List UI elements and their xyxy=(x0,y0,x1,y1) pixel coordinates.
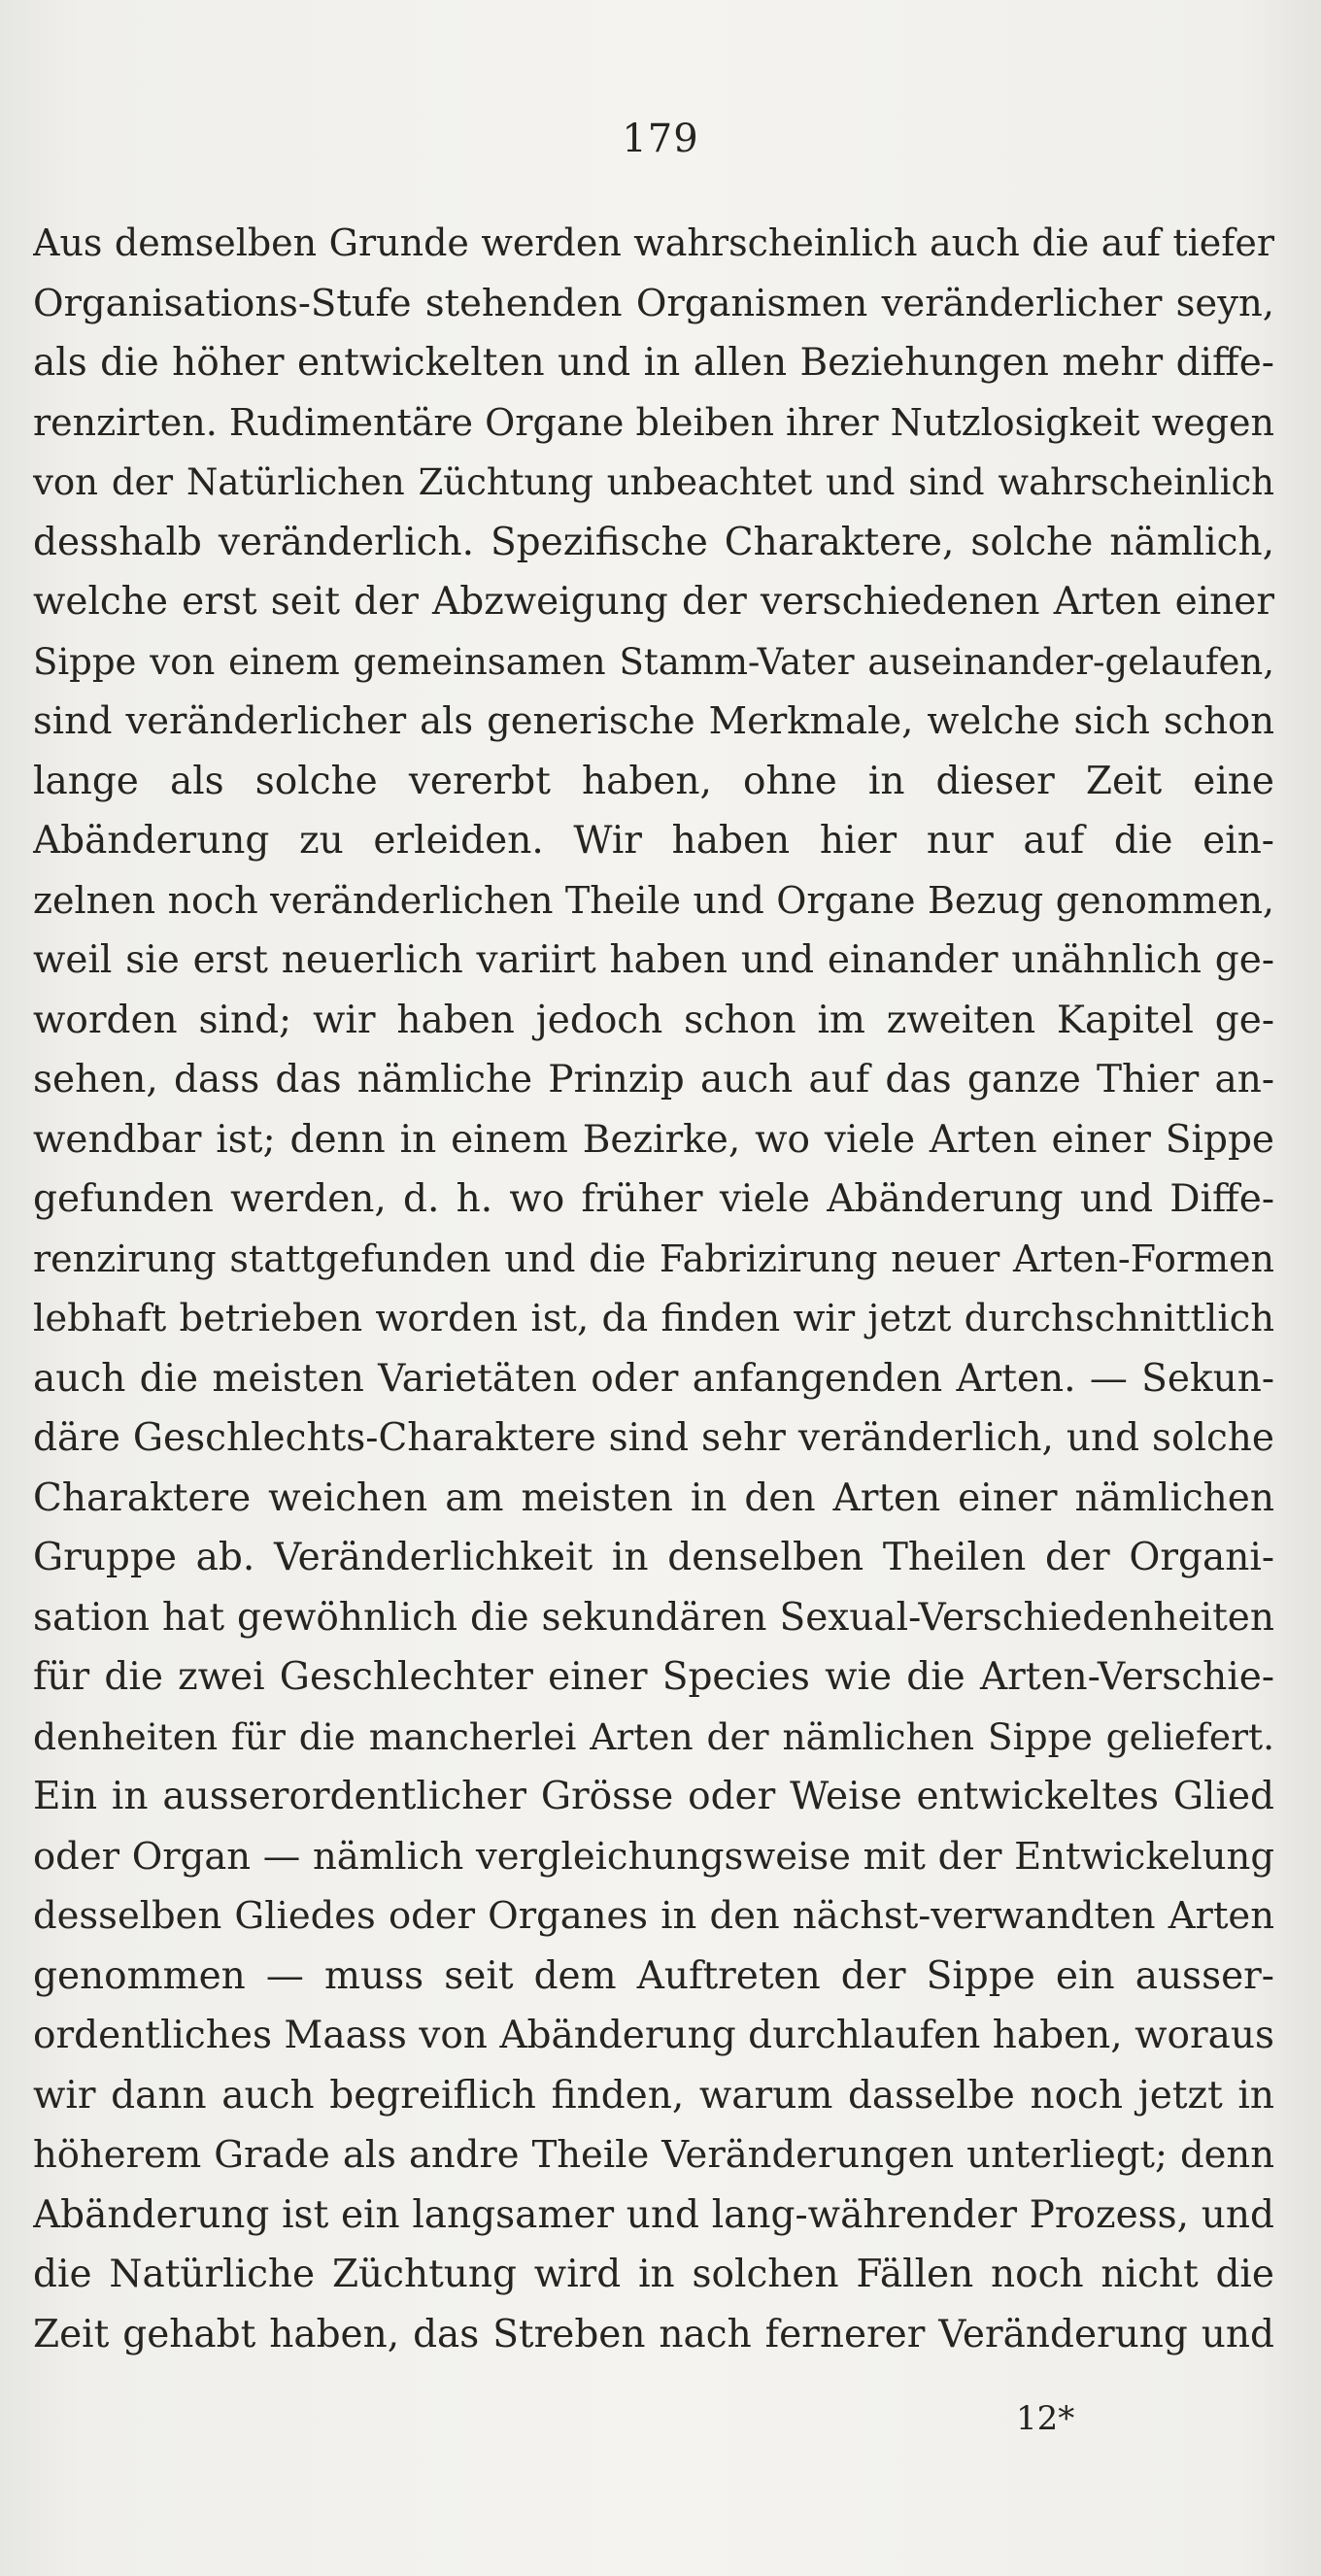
text-line: höherem Grade als andre Theile Veränderungen unterliegt; denn xyxy=(33,2133,1274,2177)
text-line: denheiten für die mancherlei Arten der nämlichen Sippe geliefert. xyxy=(33,1714,1274,1758)
text-line: renzirung stattgefunden und die Fabrizirung neuer Arten-Formen xyxy=(33,1237,1274,1280)
text-line: Aus demselben Grunde werden wahrscheinlich auch die auf tiefer xyxy=(33,221,1274,264)
text-line: Sippe von einem gemeinsamen Stamm-Vater auseinander-gelaufen, xyxy=(33,640,1274,683)
body-text xyxy=(33,214,1274,2364)
page-number: 179 xyxy=(622,117,699,161)
text-line: sehen, dass das nämliche Prinzip auch auf das ganze Thier an- xyxy=(33,1058,1274,1102)
text-line: Zeit gehabt haben, das Streben nach fernerer Veränderung und xyxy=(33,2312,1274,2356)
signature-mark: 12* xyxy=(1016,2399,1075,2438)
text-line: desshalb veränderlich. Spezifische Charaktere, solche nämlich, xyxy=(33,520,1274,564)
text-line: von der Natürlichen Züchtung unbeachtet und sind wahrscheinlich xyxy=(33,461,1274,503)
text-line: worden sind; wir haben jedoch schon im zweiten Kapitel ge- xyxy=(33,998,1274,1042)
text-line: lebhaft betrieben worden ist, da finden wir jetzt durchschnittlich xyxy=(33,1297,1274,1340)
text-line: sation hat gewöhnlich die sekundären Sexual-Verschiedenheiten xyxy=(33,1595,1274,1640)
text-line: Ein in ausserordentlicher Grösse oder Weise entwickeltes Glied xyxy=(33,1775,1274,1818)
text-line: sind veränderlicher als generische Merkmale, welche sich schon xyxy=(33,699,1274,743)
text-line: wendbar ist; denn in einem Bezirke, wo viele Arten einer Sippe xyxy=(33,1117,1274,1162)
text-line: genommen — muss seit dem Auftreten der Sippe ein ausser- xyxy=(33,1953,1274,1998)
text-line: zelnen noch veränderlichen Theile und Organe Bezug genommen, xyxy=(33,878,1274,922)
text-line: die Natürliche Züchtung wird in solchen Fällen noch nicht die xyxy=(33,2253,1274,2296)
text-line: lange als solche vererbt haben, ohne in dieser Zeit eine xyxy=(33,759,1274,803)
text-line: renzirten. Rudimentäre Organe bleiben ihrer Nutzlosigkeit wegen xyxy=(33,400,1274,444)
text-line: Abänderung zu erleiden. Wir haben hier nur auf die ein- xyxy=(33,819,1274,863)
text-line: desselben Gliedes oder Organes in den nächst-verwandten Arten xyxy=(33,1894,1274,1938)
text-line: gefunden werden, d. h. wo früher viele Abänderung und Diffe- xyxy=(33,1177,1274,1221)
text-line: welche erst seit der Abzweigung der verschiedenen Arten einer xyxy=(33,580,1274,624)
text-line: als die höher entwickelten und in allen Beziehungen mehr diffe- xyxy=(33,341,1274,385)
text-line: weil sie erst neuerlich variirt haben und einander unähnlich ge- xyxy=(33,938,1274,982)
text-line: Organisations-Stufe stehenden Organismen veränderlicher seyn, xyxy=(33,281,1274,325)
text-line: ordentliches Maass von Abänderung durchlaufen haben, woraus xyxy=(33,2014,1274,2057)
text-line: oder Organ — nämlich vergleichungsweise mit der Entwickelung xyxy=(33,1834,1274,1879)
text-line: Charaktere weichen am meisten in den Arten einer nämlichen xyxy=(33,1475,1274,1520)
text-line: auch die meisten Varietäten oder anfangenden Arten. — Sekun- xyxy=(33,1356,1274,1401)
text-line: wir dann auch begreiflich finden, warum dasselbe noch jetzt in xyxy=(33,2073,1274,2118)
text-line: Gruppe ab. Veränderlichkeit in denselben Theilen der Organi- xyxy=(33,1536,1274,1579)
text-line: däre Geschlechts-Charaktere sind sehr veränderlich, und solche xyxy=(33,1416,1274,1460)
text-line: Abänderung ist ein langsamer und lang-währender Prozess, und xyxy=(33,2192,1274,2237)
text-line: für die zwei Geschlechter einer Species wie die Arten-Verschie- xyxy=(33,1655,1274,1699)
